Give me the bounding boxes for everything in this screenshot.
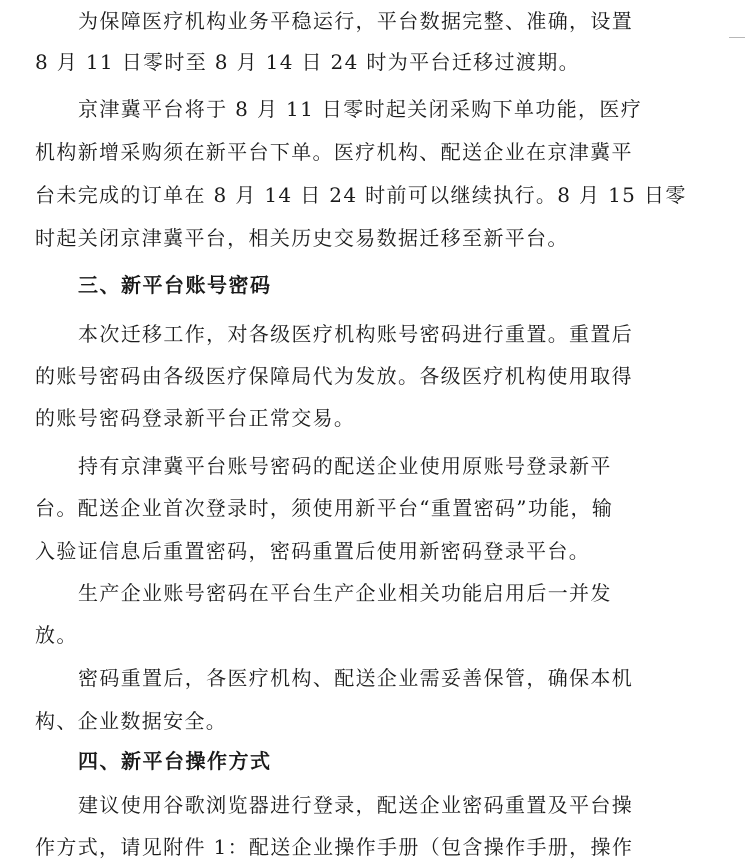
paragraph-5-line-2: 放。 bbox=[35, 623, 78, 647]
paragraph-7-line-1: 建议使用谷歌浏览器进行登录，配送企业密码重置及平台操 bbox=[78, 793, 634, 817]
paragraph-6-line-2: 构、企业数据安全。 bbox=[35, 709, 228, 733]
section-3-title: 三、新平台账号密码 bbox=[78, 273, 272, 297]
paragraph-2-line-3: 台未完成的订单在 8 月 14 日 24 时前可以继续执行。8 月 15 日零 bbox=[35, 183, 687, 207]
margin-mark bbox=[729, 37, 745, 38]
paragraph-1-line-1: 为保障医疗机构业务平稳运行，平台数据完整、准确，设置 bbox=[78, 9, 634, 33]
paragraph-3-line-3: 的账号密码登录新平台正常交易。 bbox=[35, 406, 356, 430]
paragraph-4-line-3: 入验证信息后重置密码，密码重置后使用新密码登录平台。 bbox=[35, 539, 591, 563]
paragraph-7-line-2: 作方式，请见附件 1：配送企业操作手册（包含操作手册，操作 bbox=[35, 835, 634, 859]
paragraph-2-line-4: 时起关闭京津冀平台，相关历史交易数据迁移至新平台。 bbox=[35, 226, 569, 250]
paragraph-5-line-1: 生产企业账号密码在平台生产企业相关功能启用后一并发 bbox=[78, 581, 612, 605]
paragraph-3-line-1: 本次迁移工作，对各级医疗机构账号密码进行重置。重置后 bbox=[78, 322, 634, 346]
paragraph-4-line-2: 台。配送企业首次登录时，须使用新平台“重置密码”功能，输 bbox=[35, 496, 614, 520]
paragraph-3-line-2: 的账号密码由各级医疗保障局代为发放。各级医疗机构使用取得 bbox=[35, 364, 633, 388]
paragraph-2-line-1: 京津冀平台将于 8 月 11 日零时起关闭采购下单功能，医疗 bbox=[78, 97, 643, 121]
paragraph-4-line-1: 持有京津冀平台账号密码的配送企业使用原账号登录新平 bbox=[78, 454, 612, 478]
paragraph-6-line-1: 密码重置后，各医疗机构、配送企业需妥善保管，确保本机 bbox=[78, 666, 634, 690]
section-4-title: 四、新平台操作方式 bbox=[78, 749, 272, 773]
paragraph-1-line-2: 8 月 11 日零时至 8 月 14 日 24 时为平台迁移过渡期。 bbox=[35, 50, 580, 74]
paragraph-2-line-2: 机构新增采购须在新平台下单。医疗机构、配送企业在京津冀平 bbox=[35, 140, 633, 164]
